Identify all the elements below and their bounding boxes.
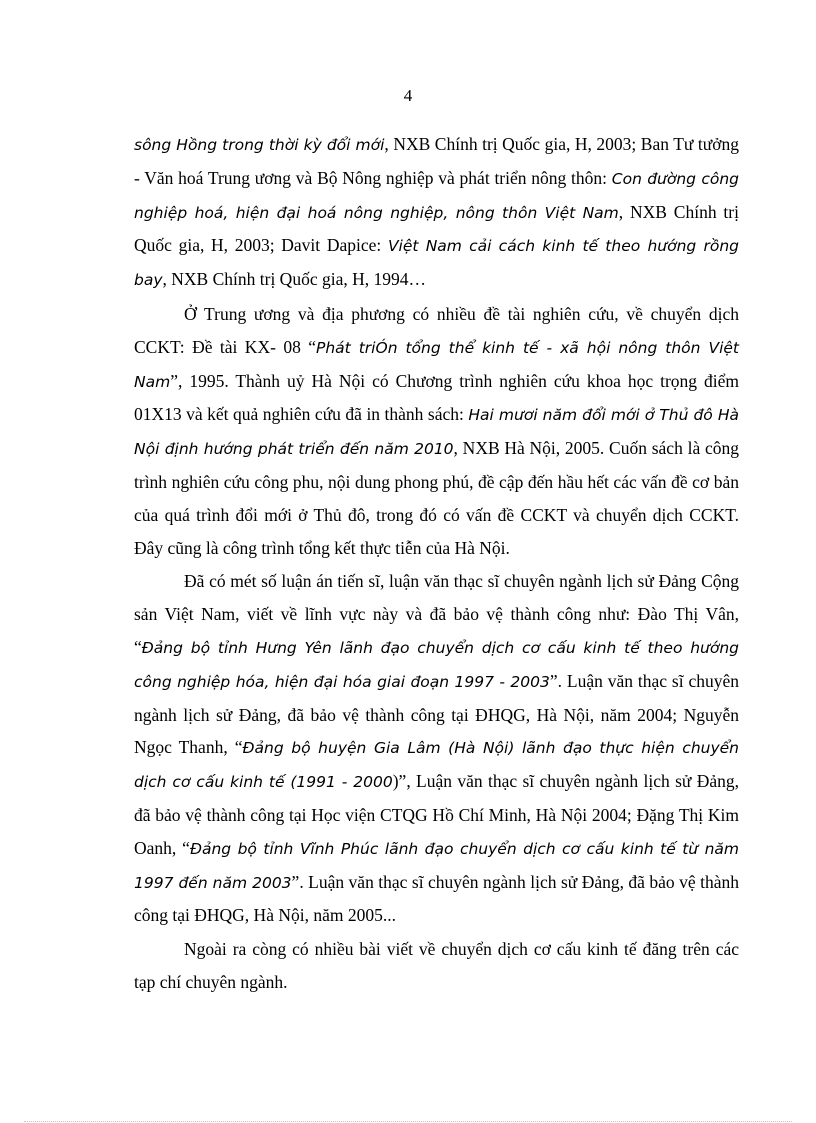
text-run: Con đường công nghiệp hoá, hiện đại hoá nông nghiệp, nông thôn Việt Nam (134, 169, 739, 222)
text-run: , NXB Chính trị Quốc gia, H, 2003; Ban Tư tưởng - Văn hoá Trung ương và Bộ Nông nghiệp và phát triển nông thôn: (134, 134, 739, 188)
text-run: Việt Nam cải cách kinh tế theo hướng rồng bay (134, 237, 740, 290)
text-run: ”. Luận văn thạc sĩ chuyên ngành lịch sử Đảng, đã bảo vệ thành công tại ĐHQG, Hà Nội, năm 2004; Nguyễn Ngọc Thanh, “ (134, 670, 739, 758)
text-run: Ở Trung ương và địa phương có nhiều đề tài nghiên cứu, về chuyển dịch CCKT: Đề tài KX- 08 “ (134, 303, 739, 357)
paragraph-4 (134, 933, 739, 999)
text-run: Ngoài ra còng có nhiều bài viết về chuyển dịch cơ cấu kinh tế đăng trên các tạp chí chuyên ngành. (134, 939, 739, 992)
text-run: Hai mươi năm đổi mới ở Thủ đô Hà Nội định hướng phát triển đến năm 2010 (134, 406, 739, 459)
text-run: ”. Luận văn thạc sĩ chuyên ngành lịch sử Đảng, đã bảo vệ thành công tại ĐHQG, Hà Nội, năm 2005... (134, 871, 739, 926)
text-run: , NXB Chính trị Quốc gia, H, 1994… (162, 269, 426, 290)
text-run: , NXB Chính trị Quốc gia, H, 2003; Davit Dapice: (134, 201, 739, 256)
page-bottom-rule (24, 1121, 792, 1122)
text-run: Đã có mét số luận án tiến sĩ, luận văn thạc sĩ chuyên ngành lịch sử Đảng Cộng sản Việt Nam, viết về lĩnh vực này và đã bảo vệ thành công như: Đào Thị Vân, “ (134, 571, 739, 657)
text-run: , NXB Hà Nội, 2005. Cuốn sách là công trình nghiên cứu công phu, nội dung phong phú, đề cập đến hầu hết các vấn đề cơ bản của quá trình đổi mới ở Thủ đô, trong đó có vấn đề CCKT và chuyển dịch CCKT. Đây cũng là công trình tổng kết thực tiễn của Hà Nội. (134, 438, 739, 558)
page-number: 4 (403, 86, 413, 105)
text-run: )”, Luận văn thạc sĩ chuyên ngành lịch sử Đảng, đã bảo vệ thành công tại Học viện CTQG Hồ Chí Minh, Hà Nội 2004; Đặng Thị Kim Oanh, “ (134, 771, 740, 858)
text-run: ”, 1995. Thành uỷ Hà Nội có Chương trình nghiên cứu khoa học trọng điểm 01X13 và kết quả nghiên cứu đã in thành sách: (134, 370, 739, 425)
document-body (134, 128, 739, 999)
text-run: Đảng bộ huyện Gia Lâm (Hà Nội) lãnh đạo thực hiện chuyển dịch cơ cấu kinh tế (1991 - 2000 (134, 739, 739, 792)
text-run: sông Hồng trong thời kỳ đổi mới (134, 136, 385, 154)
text-run: Phát triÓn tổng thể kinh tế - xã hội nông thôn Việt Nam (134, 338, 739, 391)
paragraph-1 (134, 128, 739, 297)
paragraph-3 (134, 565, 739, 932)
text-run: Đảng bộ tỉnh Hưng Yên lãnh đạo chuyển dịch cơ cấu kinh tế theo hướng công nghiệp hóa, hiện đại hóa giai đoạn 1997 - 2003 (134, 638, 739, 691)
paragraph-2 (134, 298, 739, 564)
text-run: Đảng bộ tỉnh Vĩnh Phúc lãnh đạo chuyển dịch cơ cấu kinh tế từ năm 1997 đến năm 2003 (134, 839, 739, 892)
